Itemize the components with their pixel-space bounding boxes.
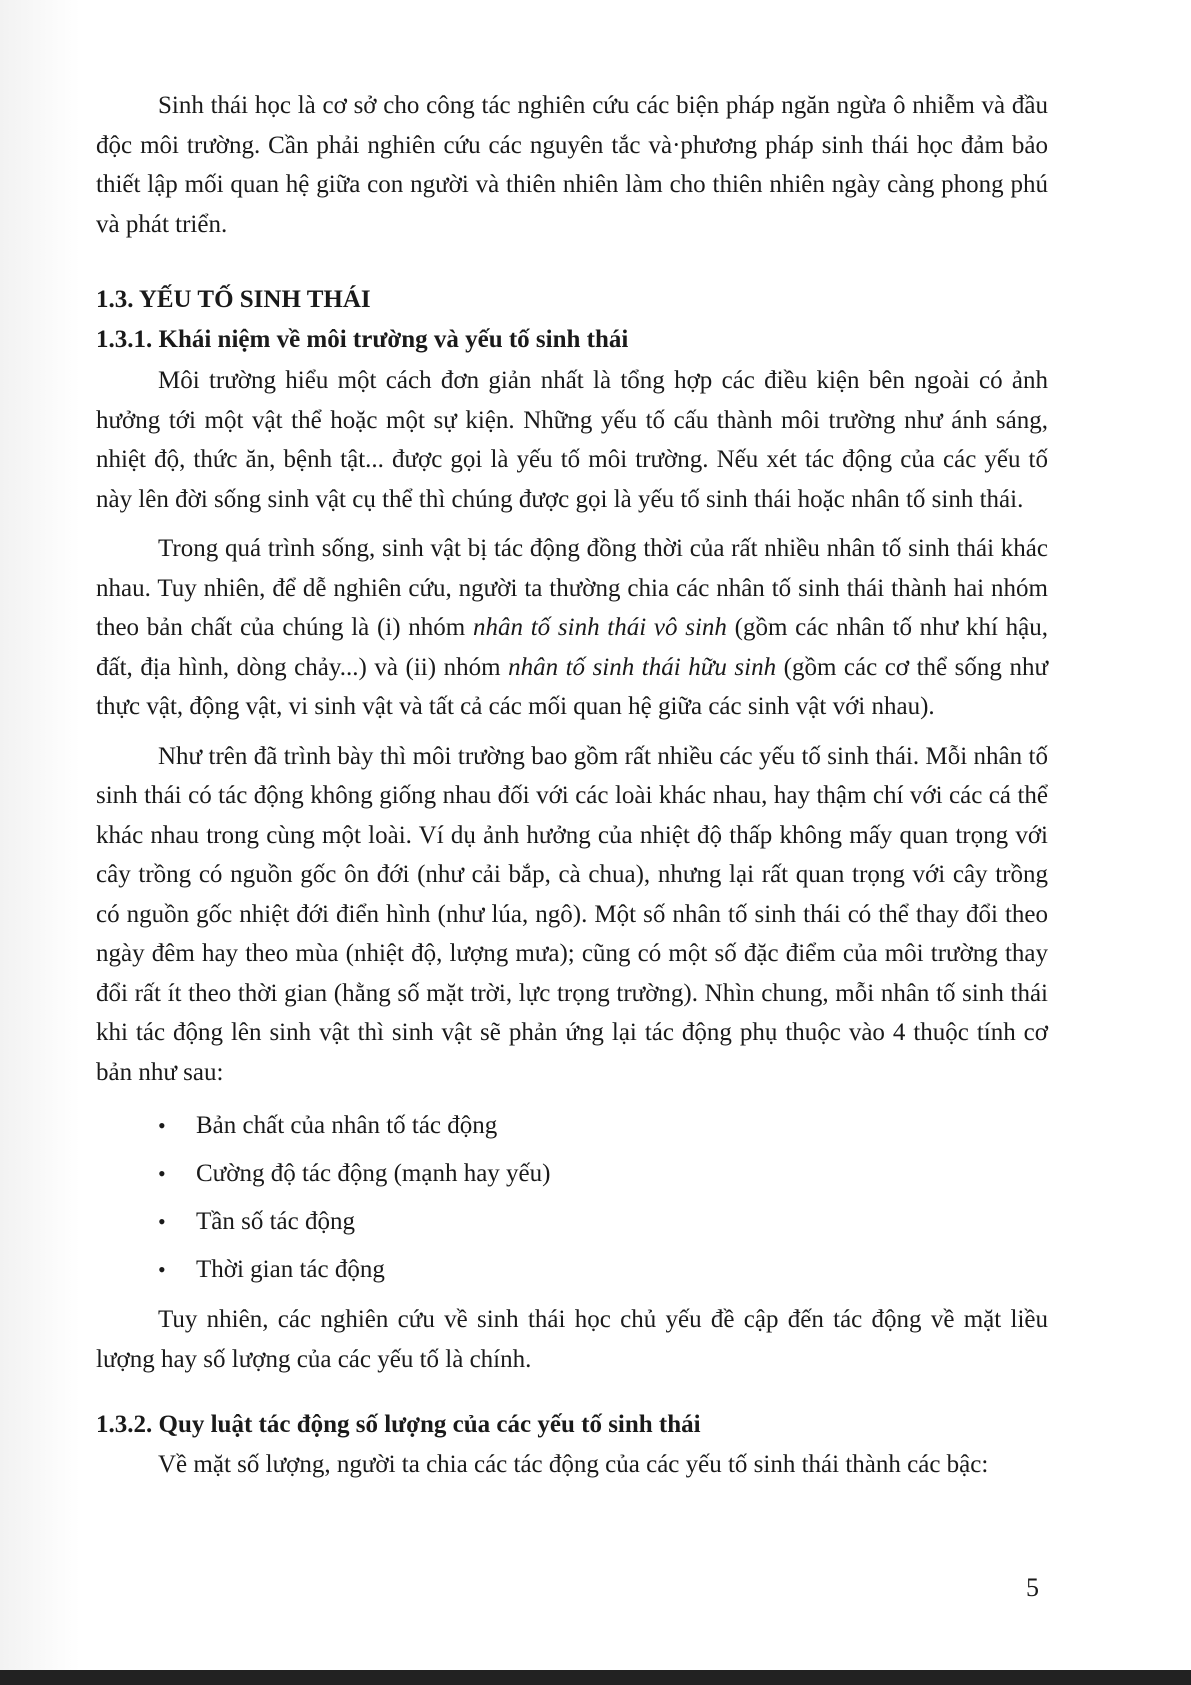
list-item — [96, 1198, 1048, 1246]
scan-edge — [0, 1670, 1191, 1685]
paragraph-factor-groups — [96, 529, 1048, 727]
bullet-icon: • — [158, 1209, 166, 1234]
list-item-text: Tần số tác động — [196, 1208, 355, 1235]
paragraph-factor-effects: Như trên đã trình bày thì môi trường bao gồm rất nhiều các yếu tố sinh thái. Mỗi nhân tố sinh thái có tác động không giống nhau đối với các loài khác nhau, hay thậm chí với các cá thể khác nhau trong cùng một loài. Ví dụ ảnh hưởng của nhiệt độ thấp không mấy quan trọng với cây trồng có nguồn gốc ôn đới (như cải bắp, cà chua), nhưng lại rất quan trọng với cây trồng có nguồn gốc nhiệt đới điển hình (như lúa, ngô). Một số nhân tố sinh thái có thể thay đổi theo ngày đêm hay theo mùa (nhiệt độ, lượng mưa); cũng có một số đặc điểm của môi trường thay đổi rất ít theo thời gian (hằng số mặt trời, lực trọng trường). Nhìn chung, mỗi nhân tố sinh thái khi tác động lên sinh vật thì sinh vật sẽ phản ứng lại tác động phụ thuộc vào 4 thuộc tính cơ bản như sau: — [96, 742, 1048, 1086]
bullet-icon: • — [158, 1113, 166, 1138]
list-item-text: Bản chất của nhân tố tác động — [196, 1112, 498, 1139]
paragraph-environment-definition: Môi trường hiểu một cách đơn giản nhất là tổng hợp các điều kiện bên ngoài có ảnh hưởng tới một vật thể hoặc một sự kiện. Những yếu tố cấu thành môi trường như ánh sáng, nhiệt độ, thức ăn, bệnh tật... được gọi là yếu tố môi trường. Nếu xét tác động của các yếu tố này lên đời sống sinh vật cụ thể thì chúng được gọi là yếu tố sinh thái hoặc nhân tố sinh thái. — [96, 367, 1048, 513]
paragraph-text: Trong quá trình sống, sinh vật bị tác động đồng thời của rất nhiều nhân tố sinh thái khác nhau. Tuy nhiên, để dễ nghiên cứu, người ta thường chia các nhân tố sinh thái thành hai nhóm theo bản chất của chúng là (i) nhóm — [96, 535, 1048, 641]
page-content — [96, 86, 1048, 1494]
paragraph-text: (gồm các nhân tố như khí hậu, đất, địa hình, dòng chảy...) và (ii) nhóm — [96, 614, 1048, 681]
list-item — [96, 1150, 1048, 1198]
page-number: 5 — [1026, 1573, 1039, 1602]
list-item — [96, 1246, 1048, 1294]
bullet-icon: • — [158, 1257, 166, 1282]
paragraph-dosage-note: Tuy nhiên, các nghiên cứu về sinh thái học chủ yếu đề cập đến tác động về mặt liều lượng hay số lượng của các yếu tố là chính. — [96, 1306, 1048, 1373]
subsection-heading-1: 1.3.1. Khái niệm về môi trường và yếu tố sinh thái — [96, 325, 629, 353]
list-item-text: Cường độ tác động (mạnh hay yếu) — [196, 1160, 551, 1187]
emphasis-biotic: nhân tố sinh thái hữu sinh — [508, 653, 777, 681]
list-item-text: Thời gian tác động — [196, 1256, 385, 1283]
intro-paragraph: Sinh thái học là cơ sở cho công tác nghiên cứu các biện pháp ngăn ngừa ô nhiễm và đầu độc môi trường. Cần phải nghiên cứu các nguyên tắc và·phương pháp sinh thái học đảm bảo thiết lập mối quan hệ giữa con người và thiên nhiên làm cho thiên nhiên ngày càng phong phú và phát triển. — [96, 92, 1048, 238]
paragraph-levels-intro: Về mặt số lượng, người ta chia các tác động của các yếu tố sinh thái thành các bậc: — [158, 1450, 989, 1478]
emphasis-abiotic: nhân tố sinh thái vô sinh — [473, 614, 727, 641]
paragraph-text: (gồm các cơ thể sống như thực vật, động vật, vi sinh vật và tất cả các mối quan hệ giữa các sinh vật với nhau). — [96, 653, 1048, 720]
list-item — [96, 1102, 1048, 1150]
bullet-icon: • — [158, 1161, 166, 1186]
subsection-heading-2: 1.3.2. Quy luật tác động số lượng của các yếu tố sinh thái — [96, 1411, 701, 1438]
bullet-list — [96, 1102, 1048, 1294]
section-heading: 1.3. YẾU TỐ SINH THÁI — [96, 286, 371, 313]
